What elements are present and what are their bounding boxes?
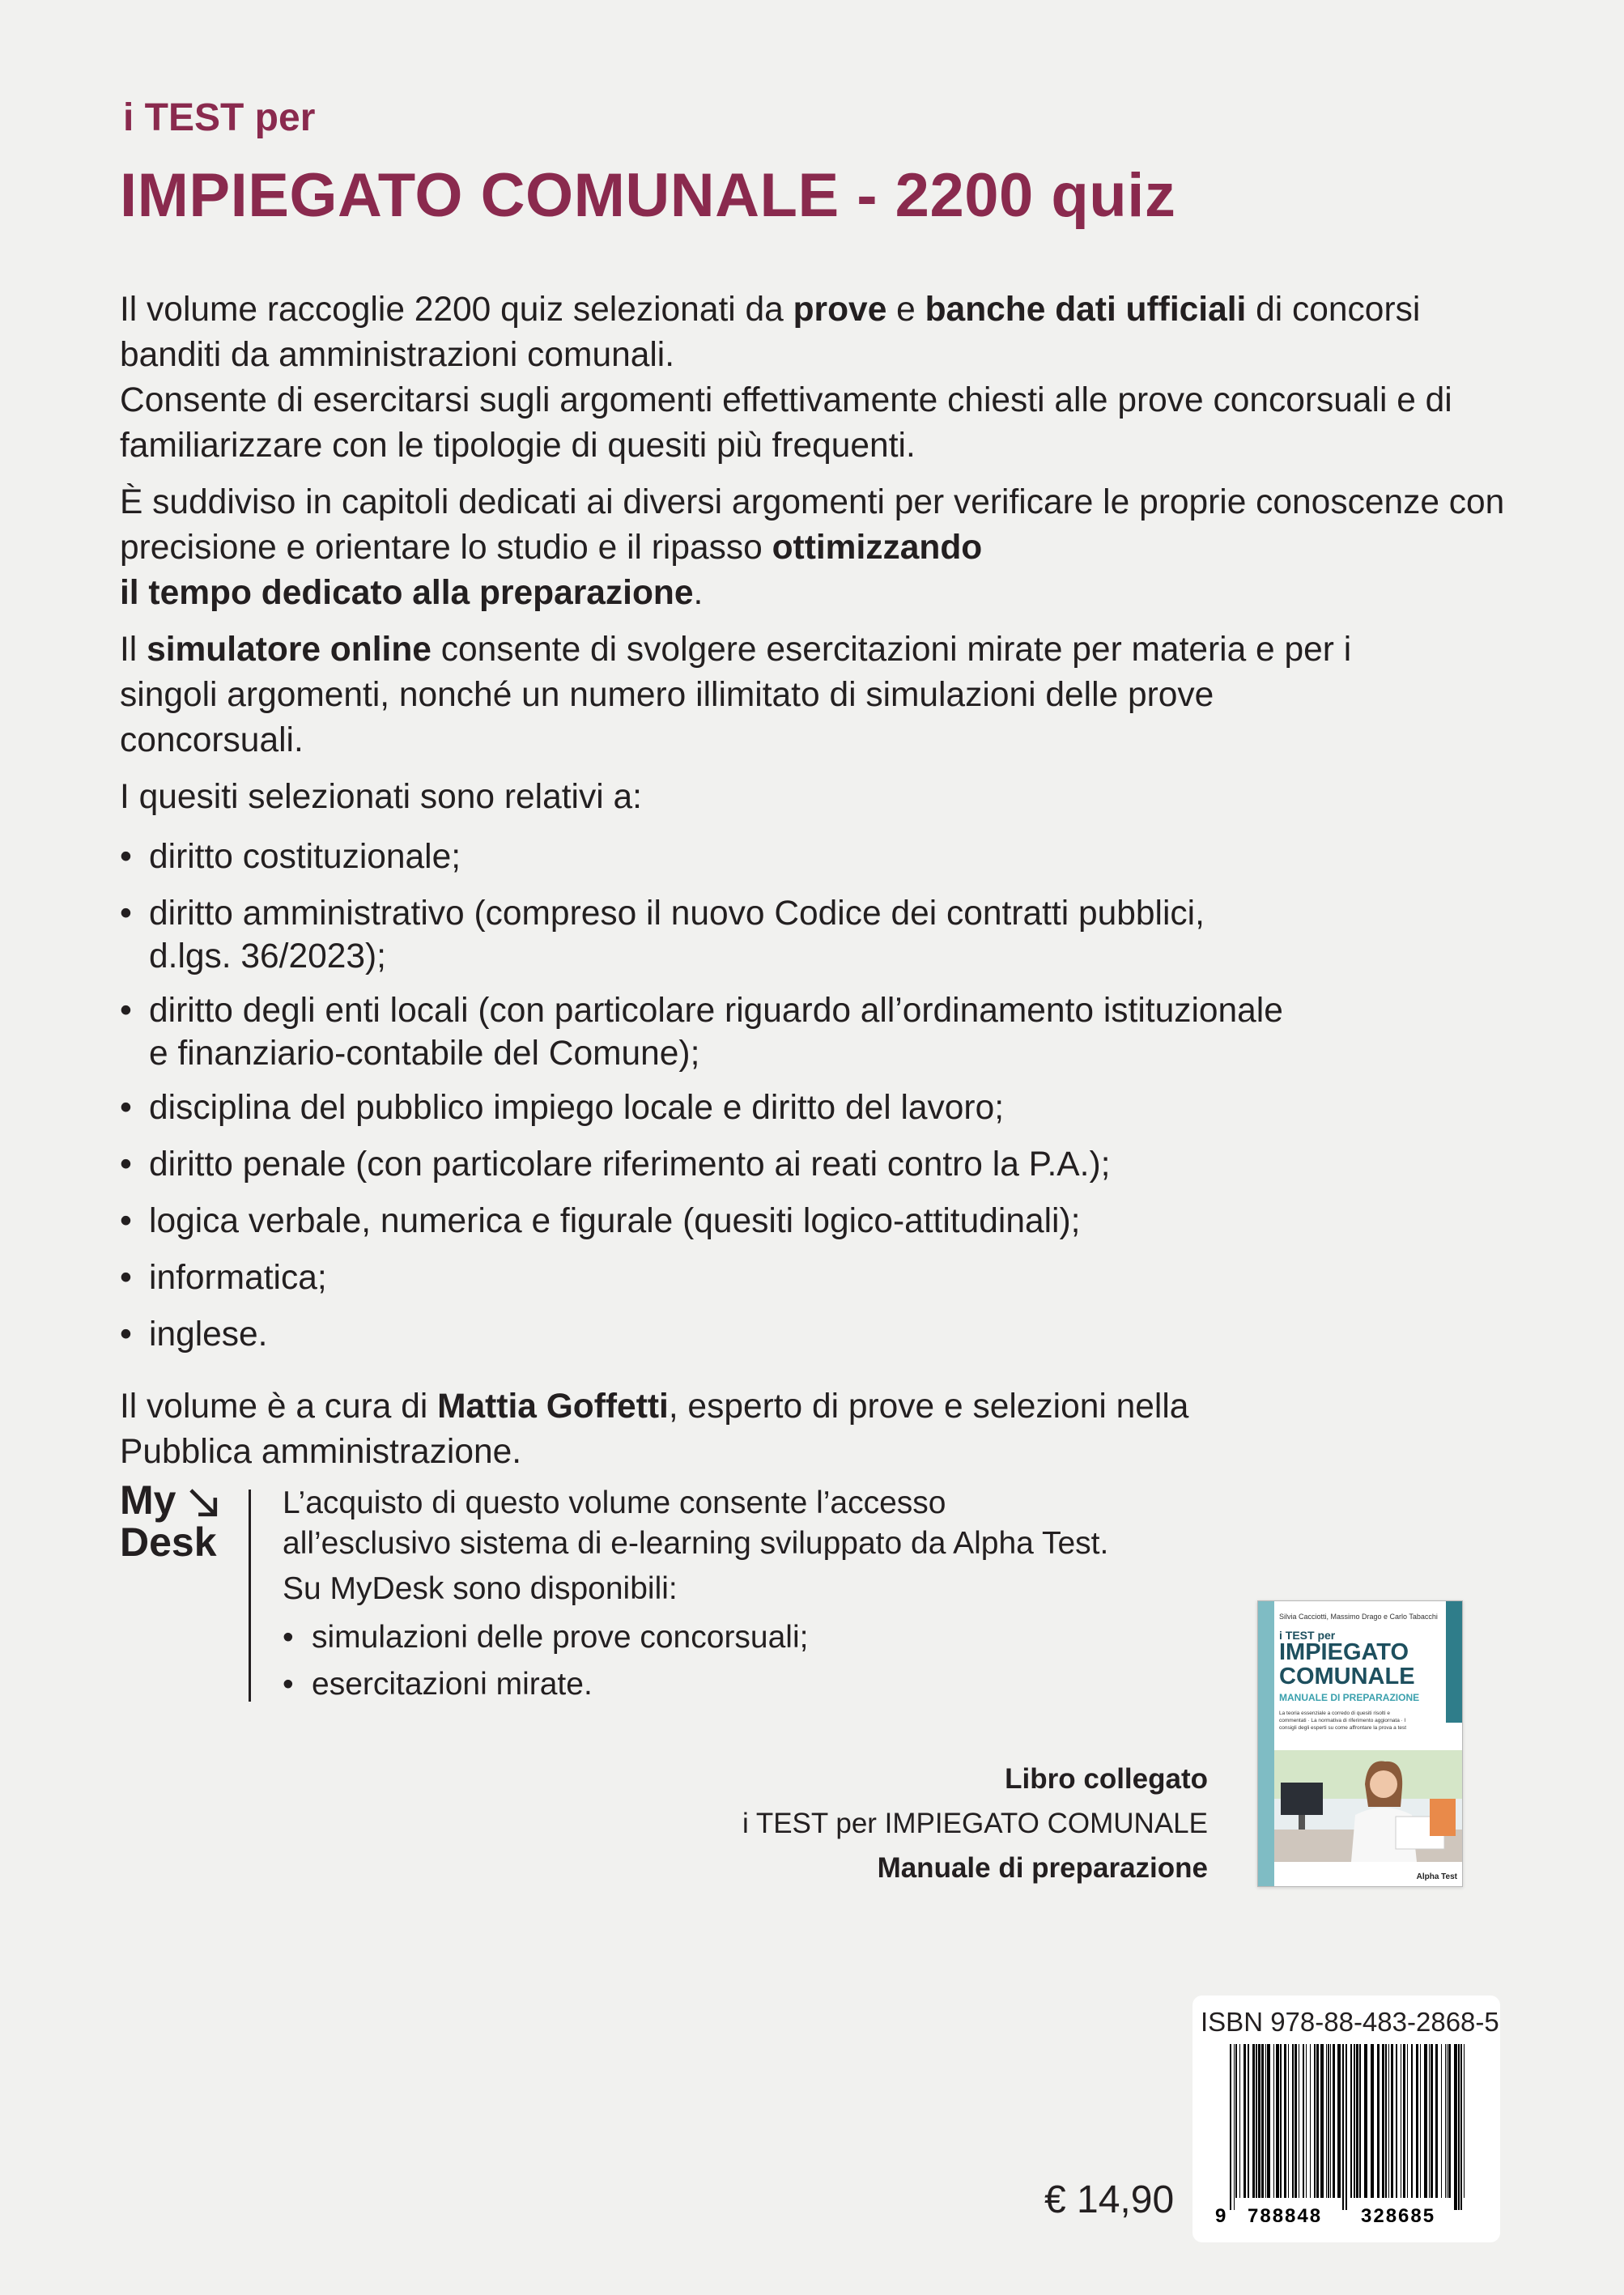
list-item: • esercitazioni mirate. — [283, 1661, 1254, 1708]
barcode-bar — [1354, 2044, 1355, 2198]
arrow-down-right-icon — [185, 1485, 223, 1522]
related-book-info — [742, 1757, 1208, 1890]
barcode-bar — [1267, 2044, 1270, 2198]
cover-side-band — [1446, 1601, 1462, 1723]
mydesk-paragraph — [283, 1483, 1254, 1564]
barcode-bar — [1295, 2044, 1297, 2198]
list-item-text: diritto amministrativo (compreso il nuovo Codice dei contratti pubblici, — [149, 895, 1205, 933]
list-item — [120, 831, 1512, 882]
barcode-bar — [1396, 2044, 1397, 2198]
barcode-bar — [1364, 2044, 1367, 2198]
book-title: IMPIEGATO COMUNALE - 2200 quiz — [120, 161, 1176, 230]
text: . — [693, 574, 704, 612]
list-item — [120, 1082, 1512, 1133]
text: e — [886, 291, 925, 329]
mydesk-paragraph: Su MyDesk sono disponibili: — [283, 1571, 678, 1606]
list-item-text: inglese. — [149, 1315, 268, 1354]
list-item-text: informatica; — [149, 1259, 327, 1297]
barcode-bar — [1230, 2044, 1231, 2210]
list-item-continuation: d.lgs. 36/2023); — [149, 937, 386, 975]
barcode-bar — [1276, 2044, 1279, 2198]
bold-text: ottimizzando — [772, 529, 983, 567]
barcode-icon — [1215, 2044, 1482, 2230]
text: Il — [120, 631, 147, 669]
list-item — [120, 1252, 1512, 1303]
list-item — [120, 888, 1512, 980]
logo-text: My — [120, 1477, 176, 1523]
barcode-bar — [1273, 2044, 1274, 2198]
logo-text: Desk — [120, 1519, 217, 1565]
cover-photo-illustration — [1274, 1750, 1462, 1862]
barcode-bar — [1256, 2044, 1257, 2198]
mydesk-list — [283, 1614, 1254, 1708]
barcode-bar — [1320, 2044, 1324, 2198]
barcode-bar — [1356, 2044, 1358, 2198]
barcode-bar — [1326, 2044, 1327, 2198]
barcode-digit-first: 9 — [1215, 2205, 1227, 2227]
barcode-bar — [1328, 2044, 1329, 2198]
related-book-cover — [1257, 1600, 1463, 1887]
cover-title — [1279, 1640, 1415, 1689]
text: all’esclusivo sistema di e-learning sviluppato da Alpha Test. — [283, 1526, 1109, 1561]
barcode-bar — [1333, 2044, 1335, 2198]
barcode-bar — [1346, 2044, 1347, 2210]
text: Consente di esercitarsi sugli argomenti effettivamente chiesti alle prove concorsuali e di familiarizzare con le tipologie di quesiti più frequenti. — [120, 381, 1452, 465]
bold-text: prove — [793, 291, 887, 329]
barcode-bar — [1429, 2044, 1430, 2198]
description — [120, 287, 1512, 1486]
barcode-bar — [1234, 2044, 1235, 2210]
barcode-bar — [1284, 2044, 1286, 2198]
cover-title-line: COMUNALE — [1279, 1664, 1415, 1689]
barcode-bar — [1377, 2044, 1380, 2198]
barcode-bar — [1448, 2044, 1451, 2198]
barcode-bar — [1306, 2044, 1307, 2198]
related-heading: Libro collegato — [1005, 1763, 1208, 1795]
paragraph-editor — [120, 1384, 1512, 1475]
price: € 14,90 — [1044, 2178, 1175, 2221]
list-item-text: logica verbale, numerica e figurale (quesiti logico-attitudinali); — [149, 1202, 1081, 1240]
barcode-bar — [1258, 2044, 1261, 2198]
barcode-bar — [1382, 2044, 1384, 2198]
barcode-bar — [1407, 2044, 1408, 2198]
bold-text: banche dati ufficiali — [925, 291, 1247, 329]
text: , esperto di prove e selezioni nella — [668, 1388, 1189, 1426]
list-item: • simulazioni delle prove concorsuali; — [283, 1614, 1254, 1661]
barcode-bar — [1342, 2044, 1344, 2210]
barcode-bar — [1350, 2044, 1352, 2198]
barcode-bar — [1239, 2044, 1240, 2198]
barcode-bar — [1447, 2044, 1448, 2198]
barcode-bar — [1424, 2044, 1427, 2198]
barcode-bar — [1435, 2044, 1438, 2198]
cover-strip — [1258, 1601, 1274, 1886]
cover-subtitle: MANUALE DI PREPARAZIONE — [1279, 1692, 1420, 1703]
cover-publisher: Alpha Test — [1416, 1872, 1457, 1881]
mydesk-logo — [120, 1477, 223, 1565]
barcode-bar — [1303, 2044, 1304, 2198]
barcode-bar — [1388, 2044, 1389, 2198]
isbn-number: ISBN 978-88-483-2868-5 — [1201, 2007, 1499, 2037]
barcode-bar — [1292, 2044, 1294, 2198]
barcode-bar — [1441, 2044, 1442, 2198]
barcode-digits-right: 328685 — [1361, 2205, 1436, 2227]
series-kicker: i TEST per — [123, 96, 316, 139]
barcode-bar — [1420, 2044, 1421, 2198]
barcode-bar — [1416, 2044, 1418, 2198]
divider — [249, 1490, 251, 1702]
barcode-bar — [1411, 2044, 1413, 2198]
text: L’acquisto di questo volume consente l’accesso — [283, 1485, 946, 1520]
barcode-bar — [1385, 2044, 1387, 2198]
barcode-bar — [1431, 2044, 1433, 2198]
barcode-bar — [1454, 2044, 1457, 2210]
barcode-bar — [1371, 2044, 1374, 2198]
editor-name: Mattia Goffetti — [437, 1388, 669, 1426]
topics-intro: I quesiti selezionati sono relativi a: — [120, 778, 642, 816]
list-item — [120, 985, 1512, 1077]
cover-authors: Silvia Cacciotti, Massimo Drago e Carlo Tabacchi — [1279, 1613, 1438, 1621]
topics-list — [120, 831, 1512, 1360]
paragraph-intro — [120, 287, 1512, 469]
barcode-bar — [1337, 2044, 1341, 2198]
barcode-bar — [1280, 2044, 1282, 2198]
list-item-text: diritto degli enti locali (con particolare riguardo all’ordinamento istituzionale — [149, 992, 1283, 1030]
barcode-bar — [1359, 2044, 1361, 2198]
list-item — [120, 1196, 1512, 1247]
barcode-bar — [1252, 2044, 1255, 2198]
paragraph-structure — [120, 480, 1512, 616]
cover-series: i TEST per — [1279, 1629, 1336, 1642]
text: Il volume è a cura di — [120, 1388, 438, 1426]
text: Il volume raccoglie 2200 quiz selezionati da — [120, 291, 793, 329]
barcode-bar — [1244, 2044, 1246, 2198]
mydesk-description — [283, 1483, 1254, 1708]
barcode-bar — [1248, 2044, 1249, 2198]
barcode-bar — [1458, 2044, 1460, 2210]
bold-text: simulatore online — [147, 631, 432, 669]
barcode-digits-left: 788848 — [1248, 2205, 1323, 2227]
cover-blurb: La teoria essenziale a corredo di quesiti risolti e commentati · La normativa di riferimento aggiornata · I consigli degli esperti su come affrontare la prova a test — [1279, 1711, 1407, 1731]
text: È suddiviso in capitoli dedicati ai diversi argomenti per verificare le proprie conoscenze con precisione e orientare lo studio e il ripasso — [120, 483, 1505, 567]
barcode-bar — [1235, 2044, 1237, 2198]
barcode-bar — [1464, 2044, 1465, 2198]
barcode-bar — [1314, 2044, 1316, 2198]
text: Pubblica amministrazione. — [120, 1433, 522, 1471]
text: consente di svolgere esercitazioni mirate per materia e per i singoli argomenti, nonché un numero illimitato di simulazioni delle prove concorsuali. — [120, 631, 1352, 759]
barcode-bar — [1288, 2044, 1289, 2198]
list-item — [120, 1309, 1512, 1360]
list-item-text: diritto penale (con particolare riferimento ai reati contro la P.A.); — [149, 1145, 1111, 1184]
cover-title-line: IMPIEGATO — [1279, 1639, 1409, 1665]
text: di concorsi banditi da amministrazioni comunali. — [120, 291, 1421, 374]
barcode-bar — [1403, 2044, 1405, 2198]
barcode-bar — [1316, 2044, 1319, 2198]
list-item-text: disciplina del pubblico impiego locale e diritto del lavoro; — [149, 1089, 1005, 1127]
barcode-bar — [1330, 2044, 1331, 2198]
barcode-bar — [1310, 2044, 1311, 2198]
barcode-panel — [1192, 1995, 1500, 2242]
list-item-text: diritto costituzionale; — [149, 838, 461, 876]
barcode-bar — [1391, 2044, 1393, 2198]
barcode-bar — [1261, 2044, 1264, 2198]
barcode-bar — [1460, 2044, 1462, 2210]
list-item — [120, 1139, 1512, 1190]
paragraph-simulator — [120, 627, 1399, 763]
related-subtitle: Manuale di preparazione — [877, 1852, 1208, 1884]
bold-text: il tempo dedicato alla preparazione — [120, 574, 694, 612]
list-item-continuation: e finanziario-contabile del Comune); — [149, 1035, 700, 1073]
barcode-bar — [1445, 2044, 1446, 2198]
related-series: i TEST per IMPIEGATO COMUNALE — [742, 1808, 1208, 1839]
barcode-bar — [1265, 2044, 1266, 2198]
